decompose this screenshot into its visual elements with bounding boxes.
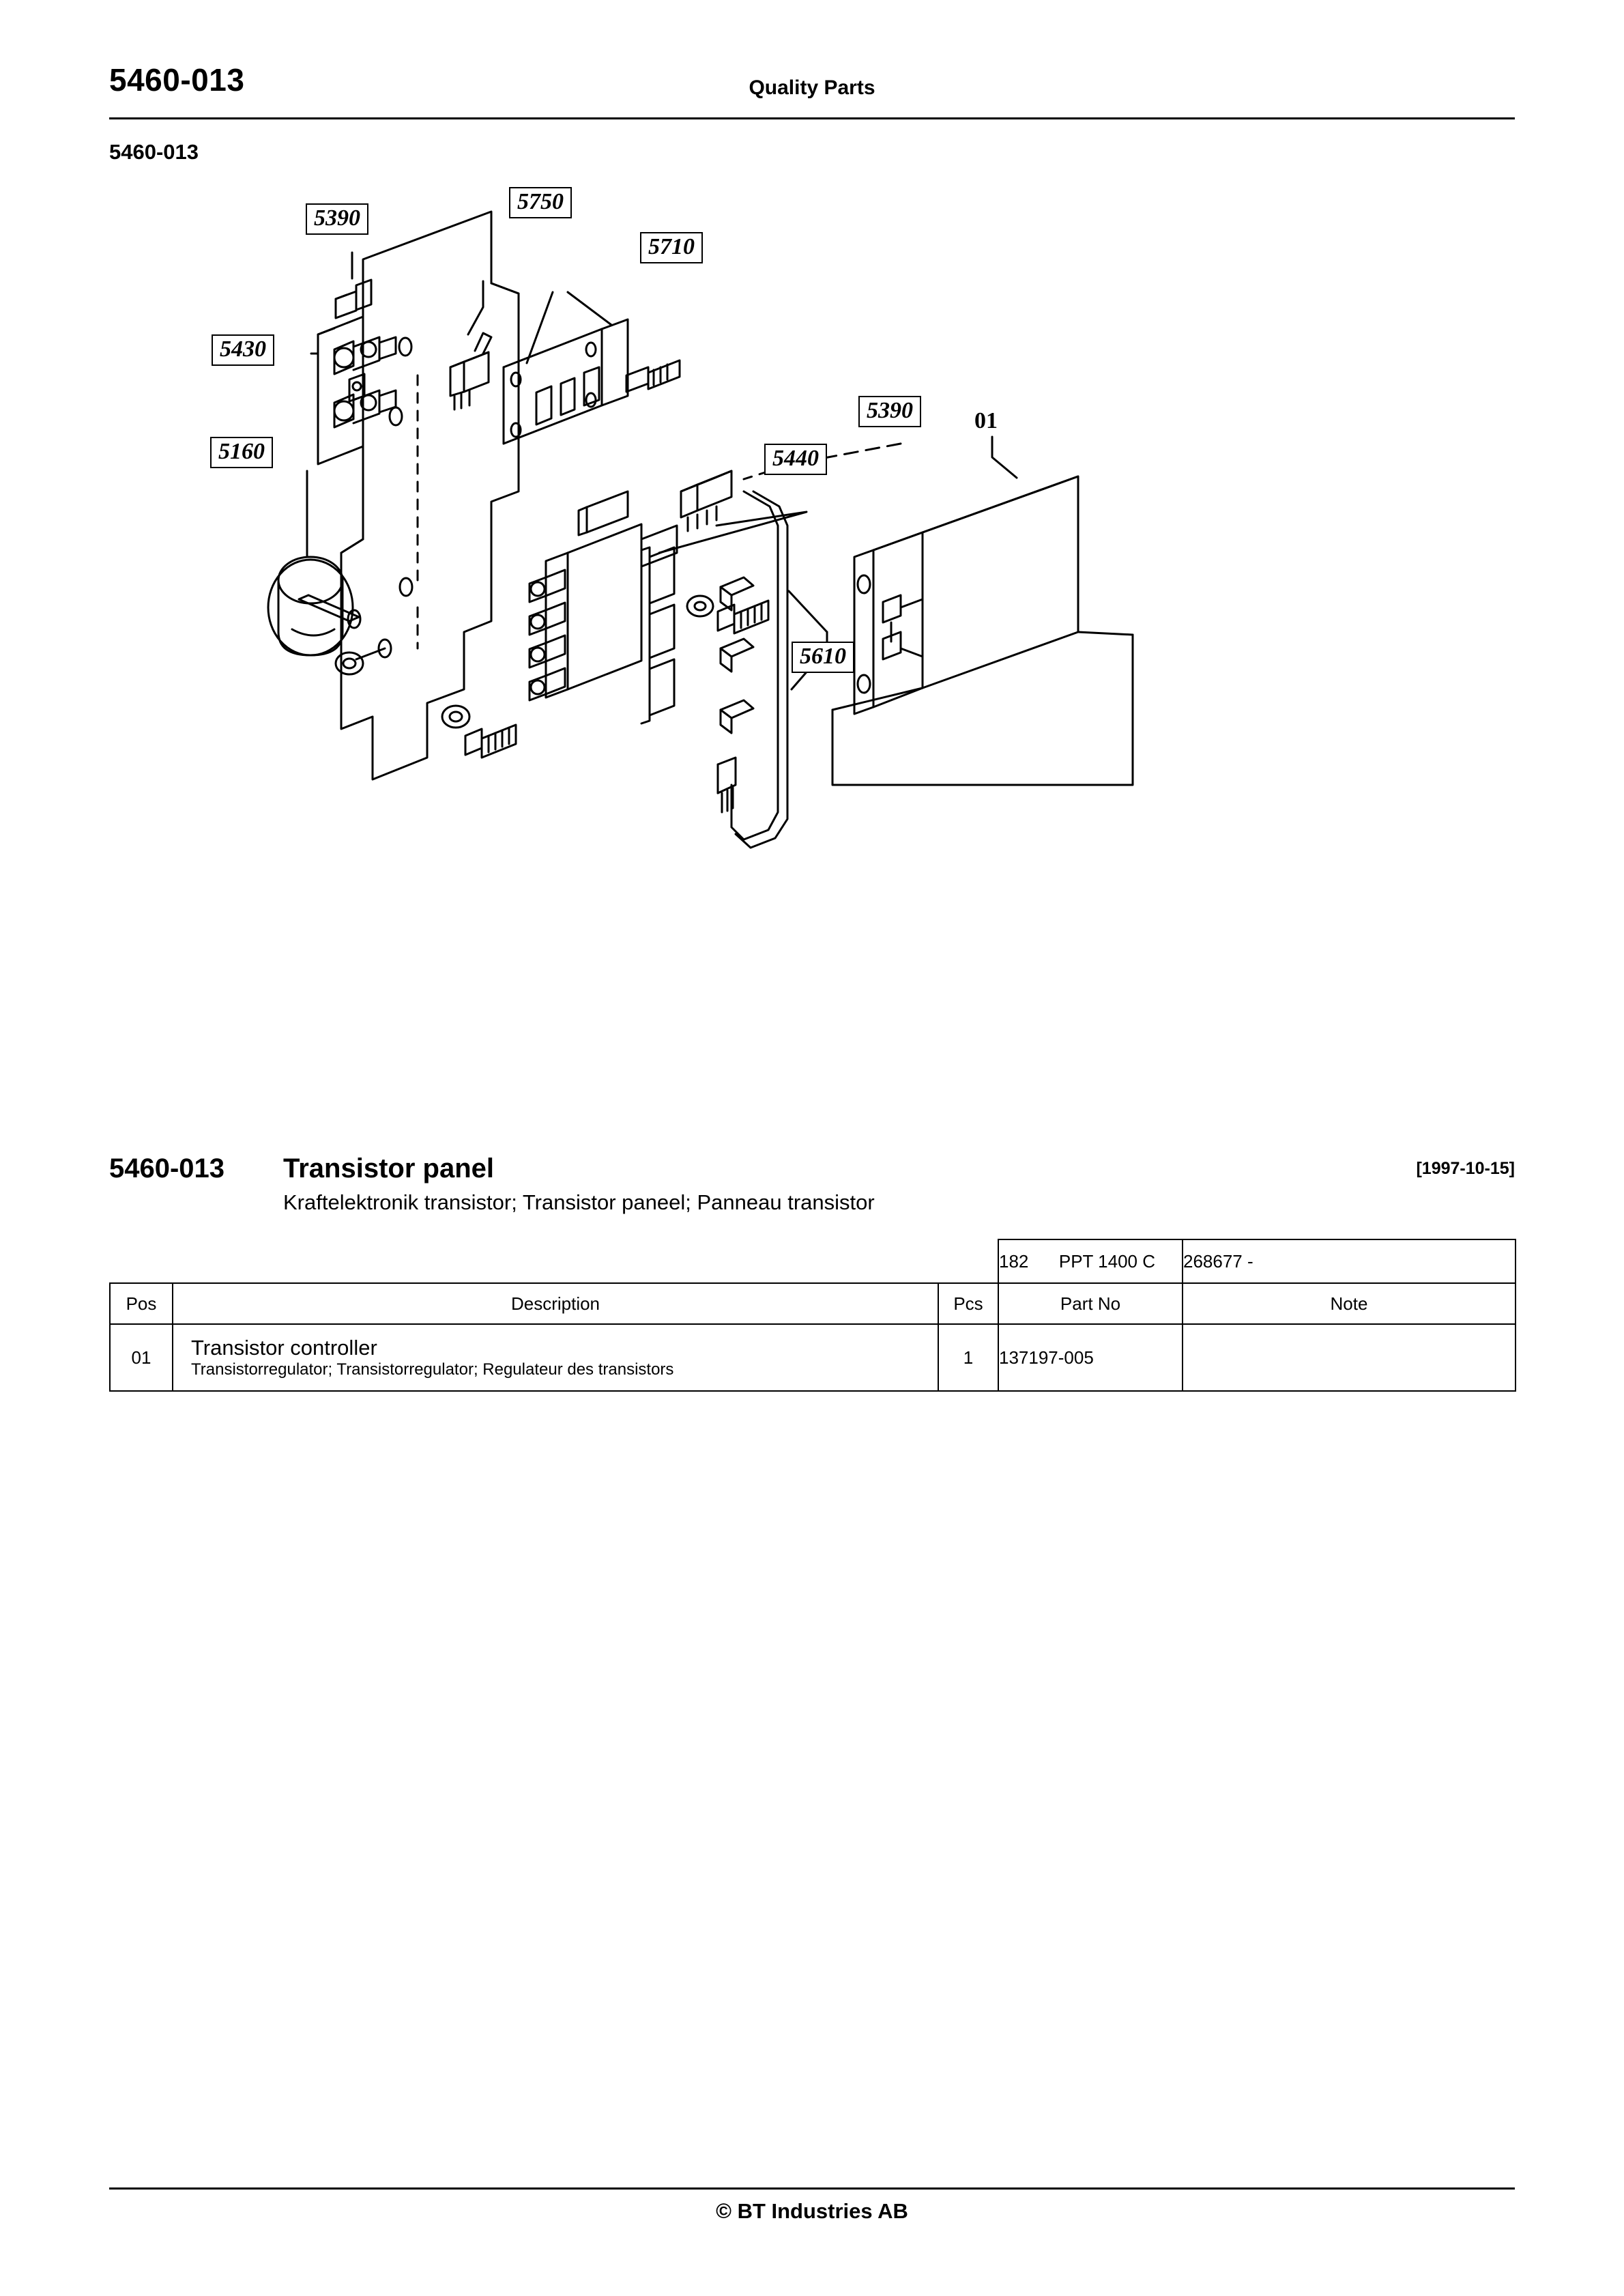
row-description-sub: Transistorregulator; Transistorregulator; Regulateur des transistors [191,1360,674,1379]
callout-5440: 5440 [764,444,827,475]
table-model-row [110,1239,1516,1283]
assembly-date: [1997-10-15] [1416,1159,1515,1178]
model-serial-cell: 268677 - [1183,1239,1516,1283]
figure-drawing [109,171,1515,1106]
row-description-cell [173,1324,938,1391]
section-code: 5460-013 [109,140,199,164]
callout-5390-top: 5390 [306,203,368,235]
table-header-row [110,1283,1516,1324]
callout-5750: 5750 [509,187,572,218]
row-note [1183,1324,1516,1391]
model-name: PPT 1400 C [1058,1250,1156,1272]
header-pos: Pos [110,1283,173,1324]
callout-5610: 5610 [792,642,854,673]
callout-01: 01 [974,408,998,433]
header-divider [109,117,1515,119]
callout-5710: 5710 [640,232,703,263]
row-part-no: 137197-005 [998,1324,1183,1391]
header-description: Description [173,1283,938,1324]
header-note: Note [1183,1283,1516,1324]
footer-divider [109,2187,1515,2190]
model-code: 182 [999,1250,1029,1272]
exploded-view-figure [109,171,1515,1106]
callout-5160: 5160 [210,437,273,468]
callout-5430: 5430 [212,334,274,366]
footer-copyright: © BT Industries AB [716,2199,908,2223]
header-page-code: 5460-013 [109,62,245,98]
callout-5390-right: 5390 [858,396,921,427]
parts-table [109,1239,1516,1392]
page-header [109,61,1515,123]
header-part-no: Part No [998,1283,1183,1324]
header-pcs: Pcs [938,1283,998,1324]
model-code-cell [998,1239,1183,1283]
row-pcs: 1 [938,1324,998,1391]
row-pos: 01 [110,1324,173,1391]
header-doc-title: Quality Parts [749,76,875,99]
assembly-code: 5460-013 [109,1153,225,1183]
row-description: Transistor controller [191,1336,377,1360]
table-row [110,1324,1516,1391]
assembly-subtitle: Kraftelektronik transistor; Transistor paneel; Panneau transistor [283,1190,875,1214]
assembly-name: Transistor panel [283,1153,494,1183]
